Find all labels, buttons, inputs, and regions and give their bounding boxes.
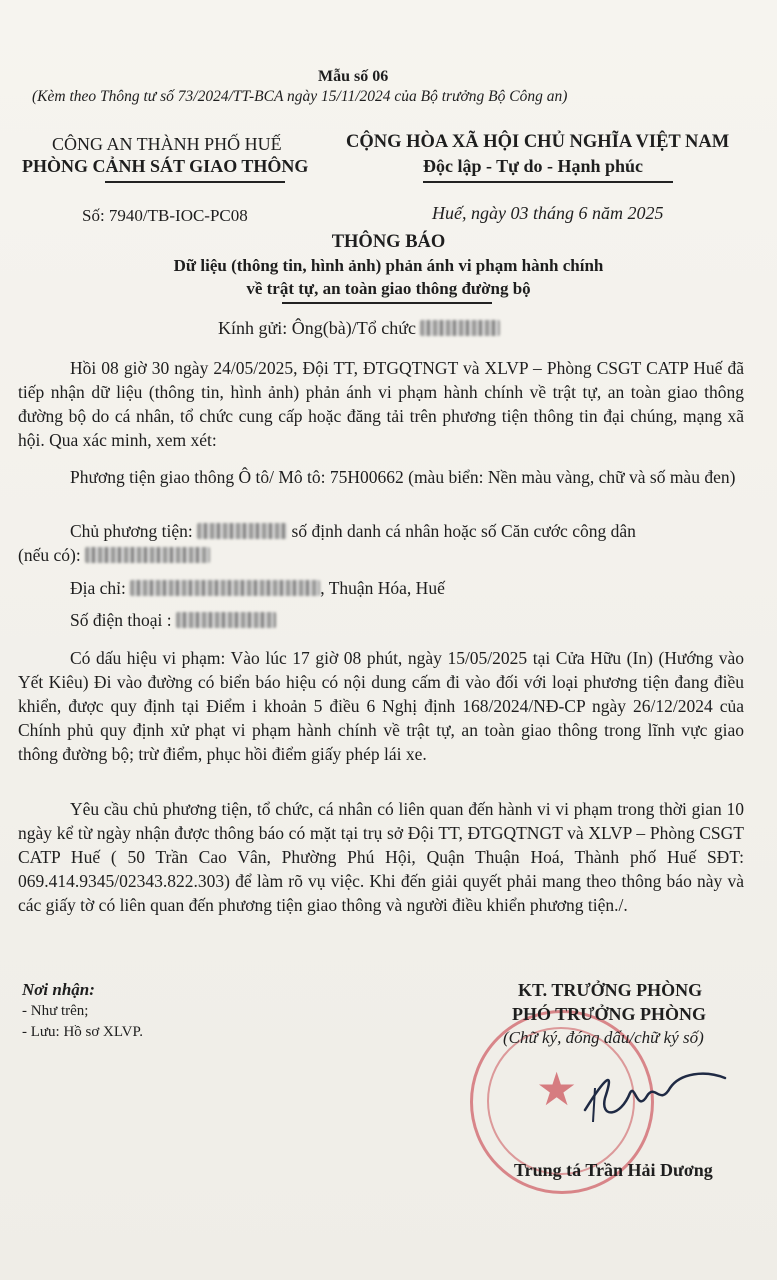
form-note: (Kèm theo Thông tư số 73/2024/TT-BCA ngày 15/11/2024 của Bộ trưởng Bộ Công an)	[32, 88, 568, 105]
subtitle-underline	[282, 302, 492, 304]
nation-name: CỘNG HÒA XÃ HỘI CHỦ NGHĨA VIỆT NAM	[346, 132, 730, 152]
owner-id-label: (nếu có):	[18, 545, 81, 565]
owner-id-line	[18, 545, 210, 566]
reference-number: Số: 7940/TB-IOC-PC08	[82, 206, 248, 225]
recipient-label: Kính gửi: Ông(bà)/Tổ chức	[218, 318, 416, 338]
recipient-item-1: - Như trên;	[22, 1003, 89, 1019]
recipients-title: Nơi nhận:	[22, 980, 95, 999]
document-subtitle-2: về trật tự, an toàn giao thông đường bộ	[246, 279, 531, 298]
paragraph-vehicle: Phương tiện giao thông Ô tô/ Mô tô: 75H00662 (màu biển: Nền màu vàng, chữ và số màu đen)	[70, 467, 736, 487]
seal-star-icon: ★	[536, 1064, 578, 1115]
owner-label: Chủ phương tiện:	[70, 521, 193, 541]
address-city: , Thuận Hóa, Huế	[320, 578, 445, 598]
signer-note: (Chữ ký, đóng dấu/chữ ký số)	[503, 1028, 704, 1047]
recipient-line	[218, 318, 500, 339]
signer-title-2: PHÓ TRƯỞNG PHÒNG	[512, 1004, 707, 1024]
document-title: THÔNG BÁO	[331, 232, 446, 252]
recipient-item-2: - Lưu: Hồ sơ XLVP.	[22, 1024, 143, 1040]
signer-title-1: KT. TRƯỞNG PHÒNG	[518, 980, 703, 1000]
address-label: Địa chỉ:	[70, 578, 126, 598]
recipient-redacted	[420, 320, 500, 336]
agency-underline	[105, 181, 285, 183]
agency-name: CÔNG AN THÀNH PHỐ HUẾ	[52, 134, 282, 154]
paragraph-request: Yêu cầu chủ phương tiện, tổ chức, cá nhân có liên quan đến hành vi vi phạm trong thời gian 10 ngày kể từ ngày nhận được thông báo có mặt tại trụ sở Đội TT, ĐTGQTNGT và XLVP – Phòng CSGT CATP Huế ( 50 Trần Cao Vân, Phường Phú Hội, Quận Thuận Hoá, Thành phố Huế SĐT: 069.414.9345/02343.822.303) để làm rõ vụ việc. Khi đến giải quyết phải mang theo thông báo này và các giấy tờ có liên quan đến phương tiện giao thông và người điều khiển phương tiện./.	[18, 799, 744, 915]
owner-name-redacted	[197, 523, 287, 539]
motto-underline	[423, 181, 673, 183]
nation-motto: Độc lập - Tự do - Hạnh phúc	[423, 156, 644, 176]
agency-department: PHÒNG CẢNH SÁT GIAO THÔNG	[22, 156, 309, 176]
phone-redacted	[176, 612, 276, 628]
address-redacted	[130, 580, 320, 596]
paragraph-violation: Có dấu hiệu vi phạm: Vào lúc 17 giờ 08 phút, ngày 15/05/2025 tại Cửa Hữu (In) (Hướng vào Yết Kiêu) Đi vào đường có biển báo hiệu có nội dung cấm đi vào đối với loại phương tiện đang điều khiển, được quy định tại Điểm i khoản 5 điều 6 Nghị định 168/2024/NĐ-CP ngày 26/12/2024 của Chính phủ quy định xử phạt vi phạm hành chính về trật tự, an toàn giao thông trong lĩnh vực giao thông đường bộ; trừ điểm, phục hồi điểm giấy phép lái xe.	[18, 648, 744, 764]
place-date: Huế, ngày 03 tháng 6 năm 2025	[432, 203, 664, 223]
paragraph-intro: Hồi 08 giờ 30 ngày 24/05/2025, Đội TT, ĐTGQTNGT và XLVP – Phòng CSGT CATP Huế đã tiếp nhận dữ liệu (thông tin, hình ảnh) phản ánh vi phạm hành chính về trật tự, an toàn giao thông đường bộ do cá nhân, tổ chức cung cấp hoặc đăng tải trên phương tiện thông tin đại chúng, mạng xã hội. Qua xác minh, xem xét:	[18, 358, 744, 450]
signer-name: Trung tá Trần Hải Dương	[514, 1160, 713, 1180]
phone-line	[70, 610, 276, 631]
owner-id-redacted	[85, 547, 210, 563]
owner-line	[70, 521, 636, 542]
form-number: Mẫu số 06	[318, 68, 389, 85]
owner-id-text: số định danh cá nhân hoặc số Căn cước công dân	[291, 521, 636, 541]
document-subtitle-1: Dữ liệu (thông tin, hình ảnh) phản ánh vi phạm hành chính	[173, 256, 604, 275]
signature	[575, 1058, 735, 1128]
address-line	[70, 578, 445, 599]
phone-label: Số điện thoại :	[70, 610, 172, 630]
